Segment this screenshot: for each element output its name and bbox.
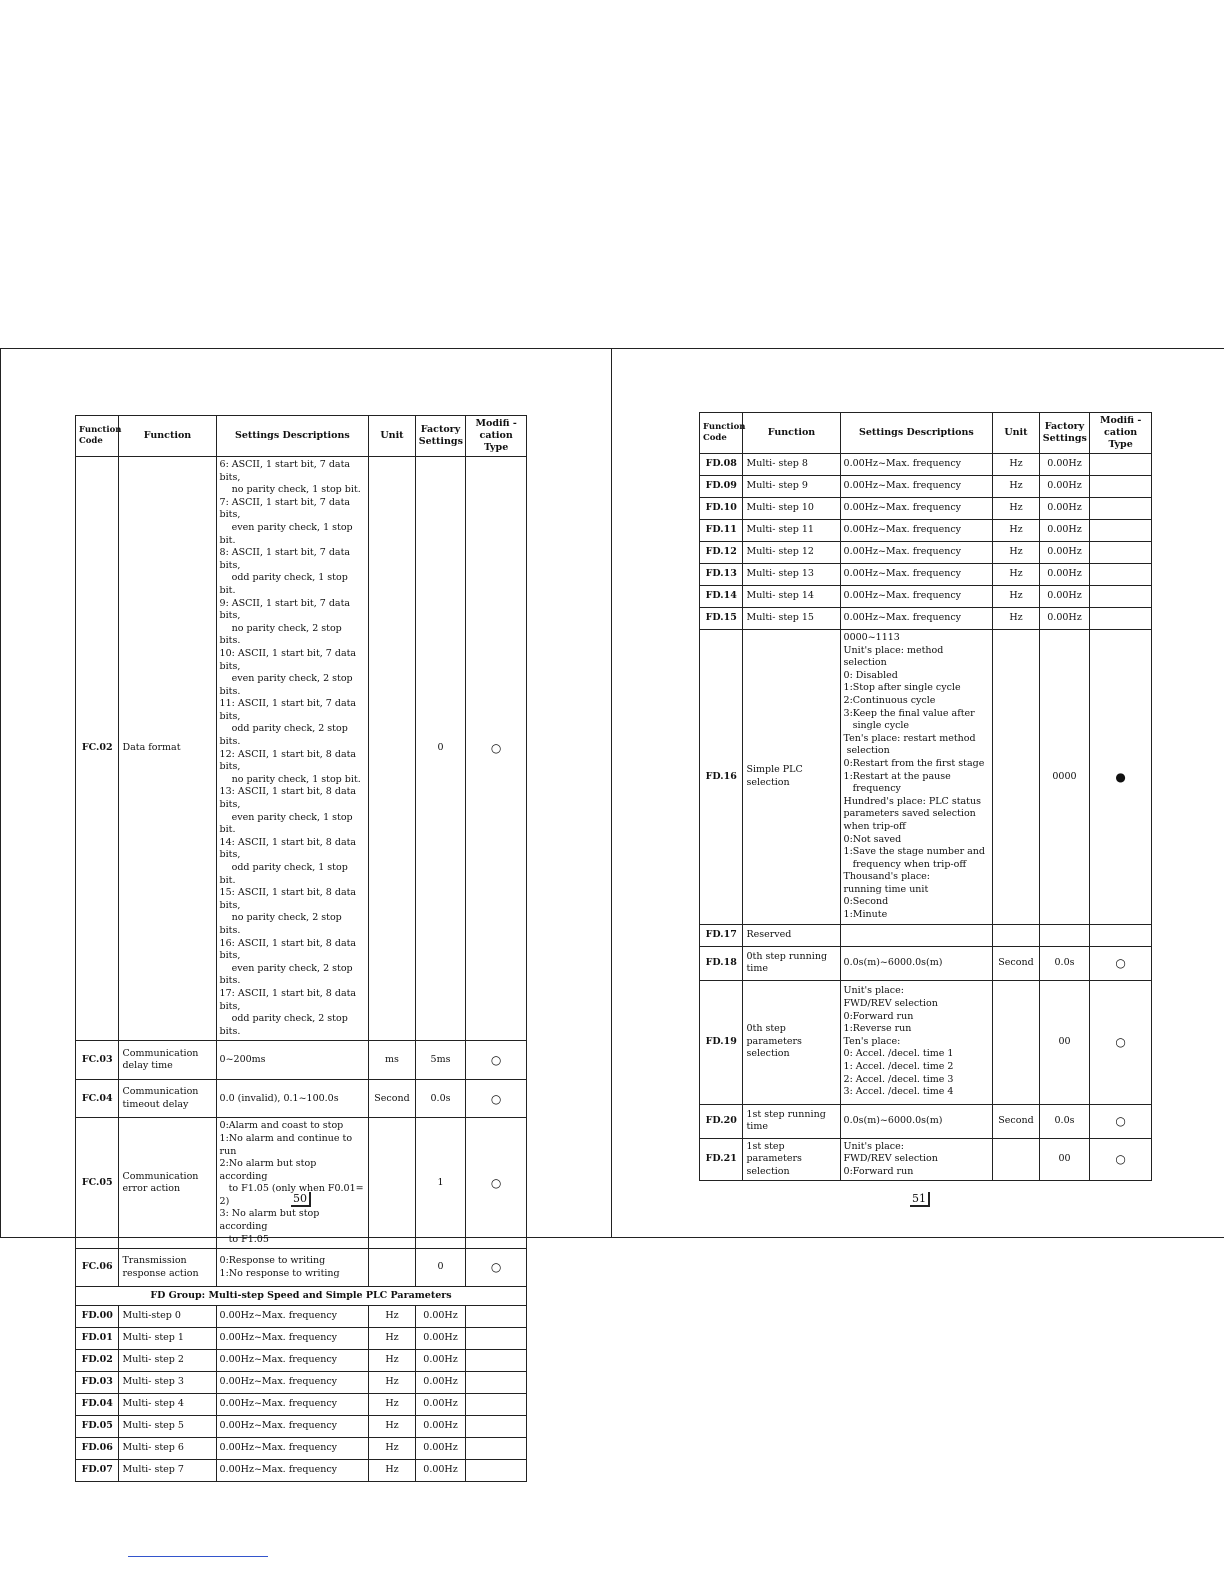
table-row	[76, 1460, 527, 1482]
table-row	[700, 946, 1152, 980]
row-unit	[369, 1249, 416, 1287]
row-factory: 0.00Hz	[415, 1438, 466, 1460]
row-settings	[840, 924, 993, 946]
row-function: 0th step running time	[743, 946, 840, 980]
row-function: Multi- step 11	[743, 520, 840, 542]
row-modification	[466, 1306, 527, 1328]
table-header-row	[700, 413, 1152, 454]
row-unit: Hz	[369, 1394, 416, 1416]
table-row	[700, 586, 1152, 608]
row-function: Reserved	[743, 924, 840, 946]
row-factory: 5ms	[415, 1041, 466, 1080]
table-row	[76, 1372, 527, 1394]
row-settings: 0.00Hz~Max. frequency	[216, 1394, 369, 1416]
row-function: Communication error action	[119, 1118, 216, 1249]
table-row	[700, 980, 1152, 1104]
row-function: Multi- step 10	[743, 498, 840, 520]
row-code: FD.09	[700, 476, 743, 498]
row-factory: 0.00Hz	[1039, 564, 1090, 586]
row-settings: 0.00Hz~Max. frequency	[216, 1438, 369, 1460]
row-code: FD.21	[700, 1138, 743, 1181]
row-unit: ms	[369, 1041, 416, 1080]
row-settings: 0:Response to writing 1:No response to writing	[216, 1249, 369, 1287]
row-unit: Hz	[993, 454, 1040, 476]
table-header-row	[76, 416, 527, 457]
table-row	[76, 1118, 527, 1249]
table-row	[700, 1104, 1152, 1138]
row-unit: Hz	[993, 498, 1040, 520]
header-modification: Modifi - cation Type	[466, 416, 527, 457]
row-function: Multi- step 5	[119, 1416, 216, 1438]
row-unit: Second	[993, 1104, 1040, 1138]
row-factory: 0.00Hz	[415, 1328, 466, 1350]
row-factory: 0.00Hz	[415, 1306, 466, 1328]
row-function: Simple PLC selection	[743, 630, 840, 925]
header-factory: Factory Settings	[415, 416, 466, 457]
row-code: FC.06	[76, 1249, 119, 1287]
table-row	[76, 1438, 527, 1460]
row-factory: 0.00Hz	[415, 1460, 466, 1482]
row-code: FD.14	[700, 586, 743, 608]
row-code: FD.04	[76, 1394, 119, 1416]
table-row	[76, 457, 527, 1041]
row-modification: ○	[466, 457, 527, 1041]
table-row	[76, 1394, 527, 1416]
table-row	[700, 608, 1152, 630]
row-unit: Second	[993, 946, 1040, 980]
row-code: FD.06	[76, 1438, 119, 1460]
row-code: FD.00	[76, 1306, 119, 1328]
row-factory: 0.00Hz	[415, 1394, 466, 1416]
header-function: Function	[119, 416, 216, 457]
row-code: FD.08	[700, 454, 743, 476]
table-row	[76, 1416, 527, 1438]
row-function: Multi- step 15	[743, 608, 840, 630]
group-title: FD Group: Multi-step Speed and Simple PLC Parameters	[76, 1287, 527, 1306]
row-factory: 00	[1039, 980, 1090, 1104]
header-code: Function Code	[76, 416, 119, 457]
row-settings: 0.00Hz~Max. frequency	[216, 1416, 369, 1438]
row-code: FC.04	[76, 1080, 119, 1118]
row-unit: Hz	[993, 608, 1040, 630]
row-modification: ○	[466, 1080, 527, 1118]
table-row	[700, 630, 1152, 925]
row-settings: 0.0s(m)~6000.0s(m)	[840, 1104, 993, 1138]
row-code: FC.03	[76, 1041, 119, 1080]
row-unit	[369, 1118, 416, 1249]
row-code: FC.05	[76, 1118, 119, 1249]
row-modification: ○	[1090, 1104, 1152, 1138]
row-settings: 0.0 (invalid), 0.1~100.0s	[216, 1080, 369, 1118]
row-modification: ○	[1090, 980, 1152, 1104]
row-code: FD.01	[76, 1328, 119, 1350]
row-factory: 0.00Hz	[415, 1350, 466, 1372]
row-factory: 0.00Hz	[415, 1372, 466, 1394]
header-unit: Unit	[993, 413, 1040, 454]
header-code: Function Code	[700, 413, 743, 454]
row-function: Communication timeout delay	[119, 1080, 216, 1118]
table-row	[700, 520, 1152, 542]
row-modification	[466, 1394, 527, 1416]
page-51	[612, 349, 1224, 1237]
table-row	[700, 924, 1152, 946]
table-row	[700, 564, 1152, 586]
hyperlink-underline	[128, 1556, 268, 1557]
header-unit: Unit	[369, 416, 416, 457]
row-unit	[369, 457, 416, 1041]
row-settings: 0.00Hz~Max. frequency	[840, 608, 993, 630]
row-function: Multi- step 14	[743, 586, 840, 608]
row-unit	[993, 980, 1040, 1104]
table-row	[700, 1138, 1152, 1181]
row-modification: ○	[466, 1118, 527, 1249]
row-function: Multi- step 4	[119, 1394, 216, 1416]
row-settings: Unit's place: FWD/REV selection 0:Forward run 1:Reverse run Ten's place: 0: Accel. /decel. time 1 1: Accel. /decel. time 2 2: Accel. /decel. time 3 3: Accel. /decel. time 4	[840, 980, 993, 1104]
row-code: FD.11	[700, 520, 743, 542]
row-settings: 0.00Hz~Max. frequency	[216, 1372, 369, 1394]
row-unit	[993, 630, 1040, 925]
row-settings: 0.00Hz~Max. frequency	[840, 454, 993, 476]
table-row	[700, 454, 1152, 476]
header-factory: Factory Settings	[1039, 413, 1090, 454]
row-function: Multi- step 12	[743, 542, 840, 564]
header-settings: Settings Descriptions	[216, 416, 369, 457]
row-function: 1st step running time	[743, 1104, 840, 1138]
row-factory: 0.00Hz	[1039, 498, 1090, 520]
table-row	[76, 1080, 527, 1118]
row-code: FD.05	[76, 1416, 119, 1438]
row-function: Multi- step 1	[119, 1328, 216, 1350]
row-modification	[466, 1372, 527, 1394]
row-modification	[466, 1460, 527, 1482]
row-unit: Hz	[993, 476, 1040, 498]
row-factory: 0.0s	[415, 1080, 466, 1118]
row-settings: 6: ASCII, 1 start bit, 7 data bits, no parity check, 1 stop bit. 7: ASCII, 1 start bit, 7 data bits, even parity check, 1 stop bit. 8: ASCII, 1 start bit, 7 data bits, odd parity check, 1 stop bit. 9: ASCII, 1 start bit, 7 data bits, no parity check, 2 stop bits. 10: ASCII, 1 start bit, 7 data bits, even parity check, 2 stop bits. 11: ASCII, 1 start bit, 7 data bits, odd parity check, 2 stop bits. 12: ASCII, 1 start bit, 8 data bits, no parity check, 1 stop bit. 13: ASCII, 1 start bit, 8 data bits, even parity check, 1 stop bit. 14: ASCII, 1 start bit, 8 data bits, odd parity check, 1 stop bit. 15: ASCII, 1 start bit, 8 data bits, no parity check, 2 stop bits. 16: ASCII, 1 start bit, 8 data bits, even parity check, 2 stop bits. 17: ASCII, 1 start bit, 8 data bits, odd parity check, 2 stop bits.	[216, 457, 369, 1041]
row-modification: ○	[466, 1249, 527, 1287]
row-code: FD.16	[700, 630, 743, 925]
row-factory	[1039, 924, 1090, 946]
row-modification	[1090, 476, 1152, 498]
row-function: 1st step parameters selection	[743, 1138, 840, 1181]
row-unit: Hz	[369, 1328, 416, 1350]
row-function: Multi-step 0	[119, 1306, 216, 1328]
header-settings: Settings Descriptions	[840, 413, 993, 454]
row-code: FD.13	[700, 564, 743, 586]
header-function: Function	[743, 413, 840, 454]
row-modification	[1090, 924, 1152, 946]
table-row	[700, 476, 1152, 498]
row-settings: 0.00Hz~Max. frequency	[840, 498, 993, 520]
row-code: FD.10	[700, 498, 743, 520]
group-title-row	[76, 1287, 527, 1306]
row-unit: Hz	[993, 564, 1040, 586]
row-factory: 0	[415, 1249, 466, 1287]
table-row	[76, 1249, 527, 1287]
row-modification	[466, 1328, 527, 1350]
row-modification: ○	[1090, 1138, 1152, 1181]
row-code: FC.02	[76, 457, 119, 1041]
row-factory: 0.00Hz	[1039, 542, 1090, 564]
row-unit: Hz	[993, 520, 1040, 542]
row-code: FD.12	[700, 542, 743, 564]
row-settings: 0000~1113 Unit's place: method selection 0: Disabled 1:Stop after single cycle 2:Continuous cycle 3:Keep the final value after single cycle Ten's place: restart method selection 0:Restart from the first stage 1:Restart at the pause frequency Hundred's place: PLC status parameters saved selection when trip-off 0:Not saved 1:Save the stage number and frequency when trip-off Thousand's place: running time unit 0:Second 1:Minute	[840, 630, 993, 925]
page-number: 51	[910, 1192, 930, 1207]
row-unit: Hz	[993, 586, 1040, 608]
row-settings: 0.00Hz~Max. frequency	[840, 476, 993, 498]
table-row	[76, 1350, 527, 1372]
row-settings: 0.0s(m)~6000.0s(m)	[840, 946, 993, 980]
row-modification	[1090, 608, 1152, 630]
row-function: Multi- step 9	[743, 476, 840, 498]
row-factory: 0.0s	[1039, 946, 1090, 980]
row-code: FD.02	[76, 1350, 119, 1372]
row-factory: 00	[1039, 1138, 1090, 1181]
row-code: FD.15	[700, 608, 743, 630]
row-settings: 0.00Hz~Max. frequency	[216, 1350, 369, 1372]
row-code: FD.07	[76, 1460, 119, 1482]
row-function: Communication delay time	[119, 1041, 216, 1080]
table-row	[700, 498, 1152, 520]
header-modification: Modifi - cation Type	[1090, 413, 1152, 454]
row-modification	[1090, 454, 1152, 476]
row-modification: ●	[1090, 630, 1152, 925]
row-modification	[466, 1350, 527, 1372]
row-settings: Unit's place: FWD/REV selection 0:Forward run	[840, 1138, 993, 1181]
row-unit: Hz	[369, 1350, 416, 1372]
table-row	[76, 1328, 527, 1350]
row-unit: Hz	[369, 1372, 416, 1394]
row-factory: 0.00Hz	[1039, 608, 1090, 630]
row-settings: 0~200ms	[216, 1041, 369, 1080]
row-modification	[1090, 564, 1152, 586]
row-function: 0th step parameters selection	[743, 980, 840, 1104]
row-unit: Second	[369, 1080, 416, 1118]
row-factory: 0000	[1039, 630, 1090, 925]
row-function: Transmission response action	[119, 1249, 216, 1287]
row-modification: ○	[466, 1041, 527, 1080]
row-function: Multi- step 8	[743, 454, 840, 476]
row-code: FD.19	[700, 980, 743, 1104]
row-code: FD.17	[700, 924, 743, 946]
row-settings: 0.00Hz~Max. frequency	[216, 1306, 369, 1328]
row-unit: Hz	[993, 542, 1040, 564]
row-function: Multi- step 2	[119, 1350, 216, 1372]
row-modification	[1090, 586, 1152, 608]
row-factory: 0.00Hz	[415, 1416, 466, 1438]
row-function: Multi- step 13	[743, 564, 840, 586]
row-factory: 0.00Hz	[1039, 454, 1090, 476]
row-modification: ○	[1090, 946, 1152, 980]
row-settings: 0:Alarm and coast to stop 1:No alarm and continue to run 2:No alarm but stop according to F1.05 (only when F0.01= 2) 3: No alarm but stop according to F1.05	[216, 1118, 369, 1249]
row-modification	[466, 1438, 527, 1460]
row-factory: 0.00Hz	[1039, 520, 1090, 542]
row-factory: 0.00Hz	[1039, 586, 1090, 608]
row-settings: 0.00Hz~Max. frequency	[840, 520, 993, 542]
row-factory: 0.00Hz	[1039, 476, 1090, 498]
row-unit: Hz	[369, 1306, 416, 1328]
row-settings: 0.00Hz~Max. frequency	[840, 542, 993, 564]
row-function: Multi- step 6	[119, 1438, 216, 1460]
row-function: Data format	[119, 457, 216, 1041]
page-50	[0, 349, 612, 1476]
parameter-table	[75, 415, 527, 1482]
row-unit: Hz	[369, 1416, 416, 1438]
row-settings: 0.00Hz~Max. frequency	[216, 1460, 369, 1482]
manual-spread	[0, 348, 1224, 1476]
row-function: Multi- step 3	[119, 1372, 216, 1394]
row-modification	[466, 1416, 527, 1438]
row-modification	[1090, 520, 1152, 542]
row-code: FD.03	[76, 1372, 119, 1394]
row-settings: 0.00Hz~Max. frequency	[216, 1328, 369, 1350]
row-unit: Hz	[369, 1438, 416, 1460]
parameter-table	[699, 412, 1152, 1181]
table-row	[76, 1041, 527, 1080]
row-unit	[993, 924, 1040, 946]
row-modification	[1090, 542, 1152, 564]
row-modification	[1090, 498, 1152, 520]
row-factory: 1	[415, 1118, 466, 1249]
row-factory: 0	[415, 457, 466, 1041]
row-code: FD.18	[700, 946, 743, 980]
row-code: FD.20	[700, 1104, 743, 1138]
row-settings: 0.00Hz~Max. frequency	[840, 564, 993, 586]
row-factory: 0.0s	[1039, 1104, 1090, 1138]
row-unit: Hz	[369, 1460, 416, 1482]
table-row	[700, 542, 1152, 564]
row-settings: 0.00Hz~Max. frequency	[840, 586, 993, 608]
table-row	[76, 1306, 527, 1328]
row-function: Multi- step 7	[119, 1460, 216, 1482]
page-number: 50	[291, 1192, 311, 1207]
row-unit	[993, 1138, 1040, 1181]
